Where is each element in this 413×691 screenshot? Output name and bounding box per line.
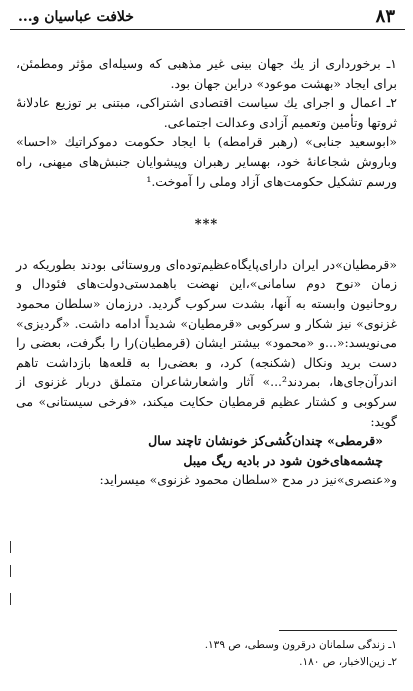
footnotes — [60, 637, 397, 671]
margin-mark — [10, 593, 11, 605]
page-body — [16, 54, 397, 490]
verse-line-1: «قرمطی» چندان‌كُشی‌كز خونشان تا‌چند سال — [148, 433, 383, 449]
page-header — [10, 5, 403, 29]
paragraph-2: ۲ـ اعمال و اجرای یك سیاست اقتصادی اشتراكی، مبتنی بر توزیع عادلانهٔ ثروتها وتأمین وتعمیم آزادی وعدالت اجتماعی. — [16, 95, 397, 130]
paragraph-4: «قرمطیان»در ایران دارای‌پایگاه‌عظیم‌توده‌ای وروستائی بودند بطوریكه در زمان «نوح دوم سامانی»،این نهضت باهمدستی‌دولت‌های فئودال و روحانیون وابسته به آنها، بشدت سركوب گردید. درزمان «سلطان محمود غزنوی» نیز شكار و سركوبی «قرمطیان» شدیداً ادامه داشت. «گردیزی» می‌نویسد:«...و «محمود» بیشتر ایشان (قرمطیان)را را بگرفت، بعضی را دست برید ونكال (شكنجه) كرد، و بعضی‌را به قلعه‌ها بازداشت تاهم اندرآن‌جای‌ها، بمردند²...» آثار واشعارشاعران متملق دربار غزنوی از سركوبی و كشتار عظیم قرمطیان حكایت میكند، «فرخی سیستانی» می گوید: — [16, 256, 398, 429]
footnote-2: ۲ـ زین‌الاخبار، ص ۱۸۰. — [299, 656, 397, 668]
paragraph-1: ۱ـ برخورداری از یك جهان بینی غیر مذهبی كه وسیله‌ای مؤثر ومطمئن، برای ایجاد «بهشت موعود» دراین جهان بود. — [16, 56, 397, 91]
verse-block — [16, 431, 397, 470]
running-title: خلافت عباسیان و... — [18, 9, 134, 25]
margin-mark — [10, 541, 11, 553]
verse-line-2: چشمه‌های‌خون شود در بادیه ریگ میبل — [183, 452, 383, 468]
footnote-1: ۱ـ زندگی سلمانان درقرون وسطی، ص ۱۳۹. — [204, 639, 397, 651]
verse-intro: و«عنصری»نیز در مدح «سلطان محمود غزنوی» میسراید: — [99, 472, 397, 488]
header-rule — [10, 29, 405, 30]
margin-mark — [10, 565, 11, 577]
paragraph-3: «ابوسعید جنابی» (رهبر قرامطه) با ایجاد حكومت دموكراتیك «احسا» وباروش شجاعانهٔ خود، بهسایر رهبران وپیشوایان جنبش‌های میهنی، راه ورسم تشكیل حكومت‌های آزاد وملی را آموخت.¹ — [16, 134, 397, 189]
page-number: ۸۳ — [375, 6, 395, 27]
section-divider: *** — [194, 217, 219, 233]
footnote-rule — [279, 630, 397, 631]
